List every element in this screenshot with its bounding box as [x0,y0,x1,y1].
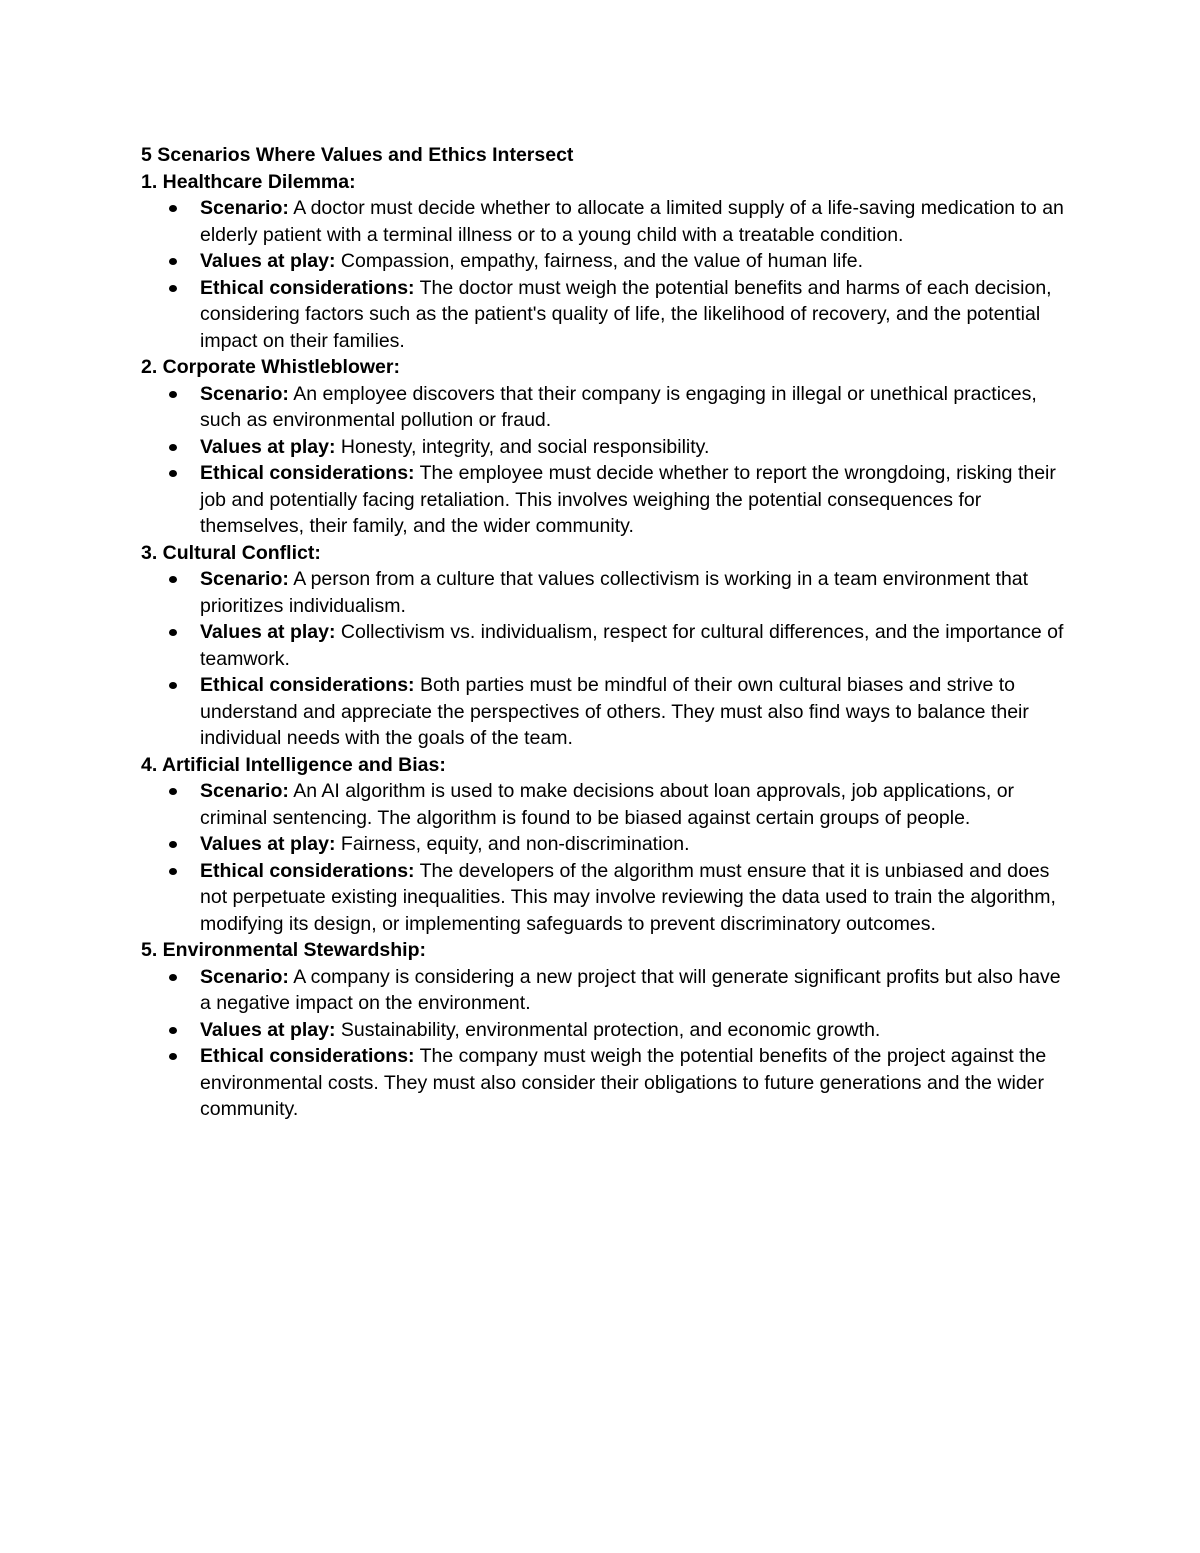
item-label: Scenario: [200,780,289,802]
item-text: Sustainability, environmental protection, and economic growth. [335,1018,881,1041]
bullet-icon [169,1027,177,1034]
section-corporate-whistleblower [141,354,1081,540]
section-ai-and-bias [141,752,1081,938]
section-healthcare-dilemma [141,169,1081,355]
item-label: Ethical considerations: [200,674,415,696]
list-item [141,248,1081,275]
list-item [141,831,1081,858]
section-heading: 4. Artificial Intelligence and Bias: [141,753,446,776]
list-item [141,566,1081,619]
item-text: The employee must decide whether to report the wrongdoing, risking their job and potentially facing retaliation. This involves weighing the potential consequences for themselves, their family, and the wider community. [200,462,1056,537]
item-text: Fairness, equity, and non-discrimination. [335,833,690,855]
bullet-icon [169,974,177,981]
bullet-list [141,778,1081,937]
bullet-icon [169,444,177,451]
item-text: A person from a culture that values collectivism is working in a team environment that prioritizes individualism. [200,568,1029,617]
item-label: Scenario: [200,965,289,988]
bullet-icon [169,391,177,398]
item-text: Both parties must be mindful of their own cultural biases and strive to understand and appreciate the perspectives of others. They must also find ways to balance their individual needs with the goals of the team. [200,674,1029,749]
list-item [141,460,1081,540]
item-text: The company must weigh the potential benefits of the project against the environmental costs. They must also consider their obligations to future generations and the wider community. [200,1045,1047,1120]
item-label: Ethical considerations: [200,859,415,882]
section-heading: 3. Cultural Conflict: [141,541,321,564]
bullet-icon [169,576,177,583]
list-item [141,275,1081,355]
list-item [141,1043,1081,1123]
list-item [141,381,1081,434]
list-item [141,858,1081,938]
bullet-list [141,964,1081,1123]
bullet-list [141,566,1081,752]
bullet-icon [169,629,177,636]
bullet-icon [169,841,177,848]
item-label: Ethical considerations: [200,1045,415,1067]
list-item [141,672,1081,752]
list-item [141,964,1081,1017]
item-label: Values at play: [200,833,336,855]
list-item [141,434,1081,461]
item-text: An employee discovers that their company is engaging in illegal or unethical practices, such as environmental pollution or fraud. [200,382,1037,431]
item-label: Ethical considerations: [200,462,415,484]
document-page [141,142,1081,1123]
item-label: Values at play: [200,435,336,458]
section-cultural-conflict [141,540,1081,752]
item-text: A company is considering a new project that will generate significant profits but also have a negative impact on the environment. [200,965,1061,1014]
bullet-list [141,381,1081,540]
bullet-list [141,195,1081,354]
list-item [141,619,1081,672]
item-label: Scenario: [200,382,289,405]
item-text: A doctor must decide whether to allocate a limited supply of a life-saving medication to an elderly patient with a terminal illness or to a young child with a treatable condition. [200,197,1064,246]
list-item [141,195,1081,248]
section-heading: 1. Healthcare Dilemma: [141,170,356,193]
item-label: Values at play: [200,1018,336,1041]
item-label: Scenario: [200,568,289,590]
bullet-icon [169,258,177,265]
section-heading: 5. Environmental Stewardship: [141,939,426,961]
item-text: Compassion, empathy, fairness, and the value of human life. [335,250,863,272]
bullet-icon [169,285,177,292]
bullet-icon [169,205,177,212]
section-environmental-stewardship [141,937,1081,1123]
item-label: Values at play: [200,250,336,272]
section-heading: 2. Corporate Whistleblower: [141,356,400,378]
bullet-icon [169,682,177,689]
item-text: Honesty, integrity, and social responsibility. [335,435,710,458]
item-text: Collectivism vs. individualism, respect for cultural differences, and the importance of teamwork. [200,621,1064,670]
list-item [141,1017,1081,1044]
item-label: Scenario: [200,197,289,219]
item-text: The developers of the algorithm must ensure that it is unbiased and does not perpetuate existing inequalities. This may involve reviewing the data used to train the algorithm, modifying its design, or implementing safeguards to prevent discriminatory outcomes. [200,859,1056,935]
bullet-icon [169,788,177,795]
item-text: An AI algorithm is used to make decisions about loan approvals, job applications, or criminal sentencing. The algorithm is found to be biased against certain groups of people. [200,780,1015,829]
document-title: 5 Scenarios Where Values and Ethics Intersect [141,144,574,166]
item-label: Ethical considerations: [200,276,415,299]
list-item [141,778,1081,831]
bullet-icon [169,868,177,875]
item-text: The doctor must weigh the potential benefits and harms of each decision, considering factors such as the patient's quality of life, the likelihood of recovery, and the potential impact on their families. [200,276,1052,352]
bullet-icon [169,470,177,477]
bullet-icon [169,1053,177,1060]
item-label: Values at play: [200,621,336,643]
